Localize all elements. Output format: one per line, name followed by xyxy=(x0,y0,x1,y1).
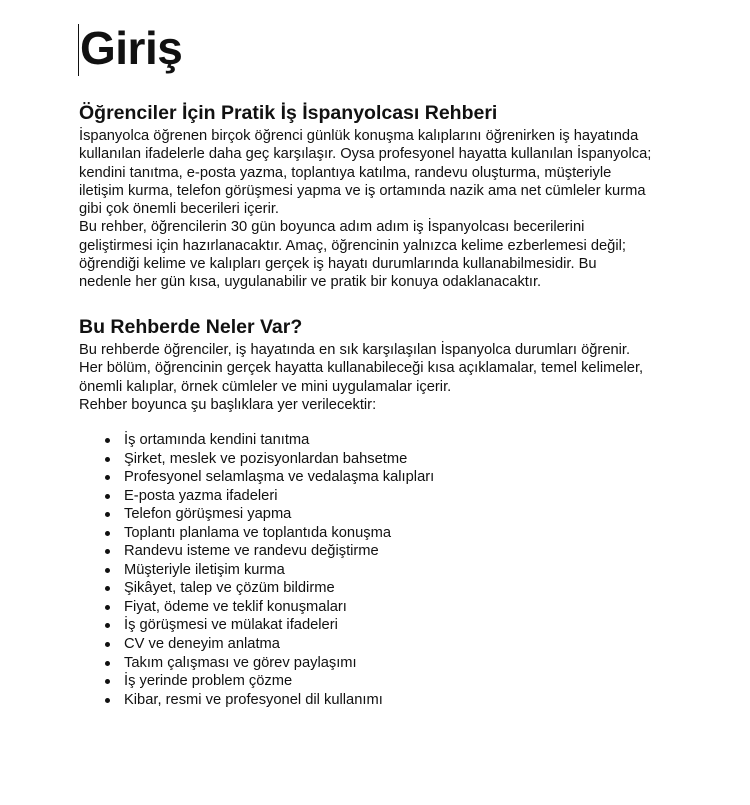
section-paragraph xyxy=(79,341,679,414)
bullet-icon xyxy=(105,438,110,443)
bullet-icon xyxy=(105,494,110,499)
list-item xyxy=(105,524,434,543)
bullet-icon xyxy=(105,457,110,462)
paragraph-line: öğrendiği kelime ve kalıpları gerçek iş hayatı durumlarında kullanabilmesidir. Bu xyxy=(79,256,597,273)
list-item xyxy=(105,561,434,580)
list-item xyxy=(105,487,434,506)
bullet-icon xyxy=(105,531,110,536)
paragraph-line: Bu rehberde öğrenciler, iş hayatında en sık karşılaşılan İspanyolca durumları öğrenir. xyxy=(79,342,631,358)
list-item xyxy=(105,616,434,635)
paragraph-line: Rehber boyunca şu başlıklara yer verilecektir: xyxy=(79,396,377,413)
section-heading: Öğrenciler İçin Pratik İş İspanyolcası Rehberi xyxy=(79,102,498,124)
list-item xyxy=(105,598,434,617)
paragraph-line: kullanılan ifadelerle daha geç karşılaşır. Oysa profesyonel hayatta kullanılan İspanyolca; xyxy=(79,146,652,163)
list-item-text: Şikâyet, talep ve çözüm bildirme xyxy=(124,580,335,597)
section-intro xyxy=(79,101,679,292)
list-item-text: Randevu isteme ve randevu değiştirme xyxy=(124,543,379,560)
list-item xyxy=(105,542,434,561)
bullet-icon xyxy=(105,512,110,517)
list-item-text: Toplantı planlama ve toplantıda konuşma xyxy=(124,524,391,541)
paragraph-line: Her bölüm, öğrencinin gerçek hayatta kullanabileceği kısa açıklamalar, temel kelimeler, xyxy=(79,360,644,377)
paragraph-line: iletişim kurma, telefon görüşmesi yapma ve iş ortamında nazik ama net cümleler kurma xyxy=(79,182,646,199)
list-item-text: Şirket, meslek ve pozisyonlardan bahsetme xyxy=(124,450,408,467)
section-paragraph xyxy=(79,127,679,292)
bullet-icon xyxy=(105,661,110,666)
paragraph-line: önemli kalıplar, örnek cümleler ve mini uygulamalar içerir. xyxy=(79,378,452,395)
section-contents xyxy=(79,315,679,414)
list-item xyxy=(105,691,434,710)
bullet-icon xyxy=(105,679,110,684)
list-item-text: Fiyat, ödeme ve teklif konuşmaları xyxy=(124,598,347,615)
list-item xyxy=(105,431,434,450)
list-item xyxy=(105,468,434,487)
paragraph-line: İspanyolca öğrenen birçok öğrenci günlük konuşma kalıplarını öğrenirken iş hayatında xyxy=(79,128,639,144)
bullet-icon xyxy=(105,586,110,591)
bullet-icon xyxy=(105,475,110,480)
paragraph-line: gibi çok önemli becerileri içerir. xyxy=(79,201,279,218)
list-item-text: E-posta yazma ifadeleri xyxy=(124,487,278,504)
list-item-text: Telefon görüşmesi yapma xyxy=(124,506,292,523)
list-item xyxy=(105,450,434,469)
list-item xyxy=(105,505,434,524)
bullet-icon xyxy=(105,549,110,554)
topic-list xyxy=(105,431,434,709)
bullet-icon xyxy=(105,623,110,628)
list-item-text: CV ve deneyim anlatma xyxy=(124,636,280,653)
list-item-text: Takım çalışması ve görev paylaşımı xyxy=(124,654,357,671)
bullet-icon xyxy=(105,568,110,573)
list-item-text: İş yerinde problem çözme xyxy=(124,673,293,690)
bullet-icon xyxy=(105,698,110,703)
text-cursor xyxy=(78,24,79,76)
paragraph-line: nedenle her gün kısa, uygulanabilir ve pratik bir konuya odaklanacaktır. xyxy=(79,274,542,291)
list-item xyxy=(105,672,434,691)
list-item-text: İş ortamında kendini tanıtma xyxy=(124,432,310,448)
paragraph-line: Bu rehber, öğrencilerin 30 gün boyunca adım adım iş İspanyolcası becerilerini xyxy=(79,219,585,236)
list-item-text: İş görüşmesi ve mülakat ifadeleri xyxy=(124,617,338,634)
bullet-icon xyxy=(105,605,110,610)
paragraph-line: kendini tanıtma, e-posta yazma, toplantıya katılma, randevu oluşturma, müşteriyle xyxy=(79,164,612,181)
bullet-icon xyxy=(105,642,110,647)
list-item-text: Profesyonel selamlaşma ve vedalaşma kalıpları xyxy=(124,469,435,486)
list-item xyxy=(105,654,434,673)
list-item-text: Kibar, resmi ve profesyonel dil kullanımı xyxy=(124,691,383,708)
list-item xyxy=(105,635,434,654)
paragraph-line: geliştirmesi için hazırlanacaktır. Amaç, öğrencinin yalnızca kelime ezberlemesi değil; xyxy=(79,237,626,254)
list-item-text: Müşteriyle iletişim kurma xyxy=(124,561,285,578)
list-item xyxy=(105,579,434,598)
section-heading: Bu Rehberde Neler Var? xyxy=(79,316,303,338)
page-title: Giriş xyxy=(80,22,183,74)
